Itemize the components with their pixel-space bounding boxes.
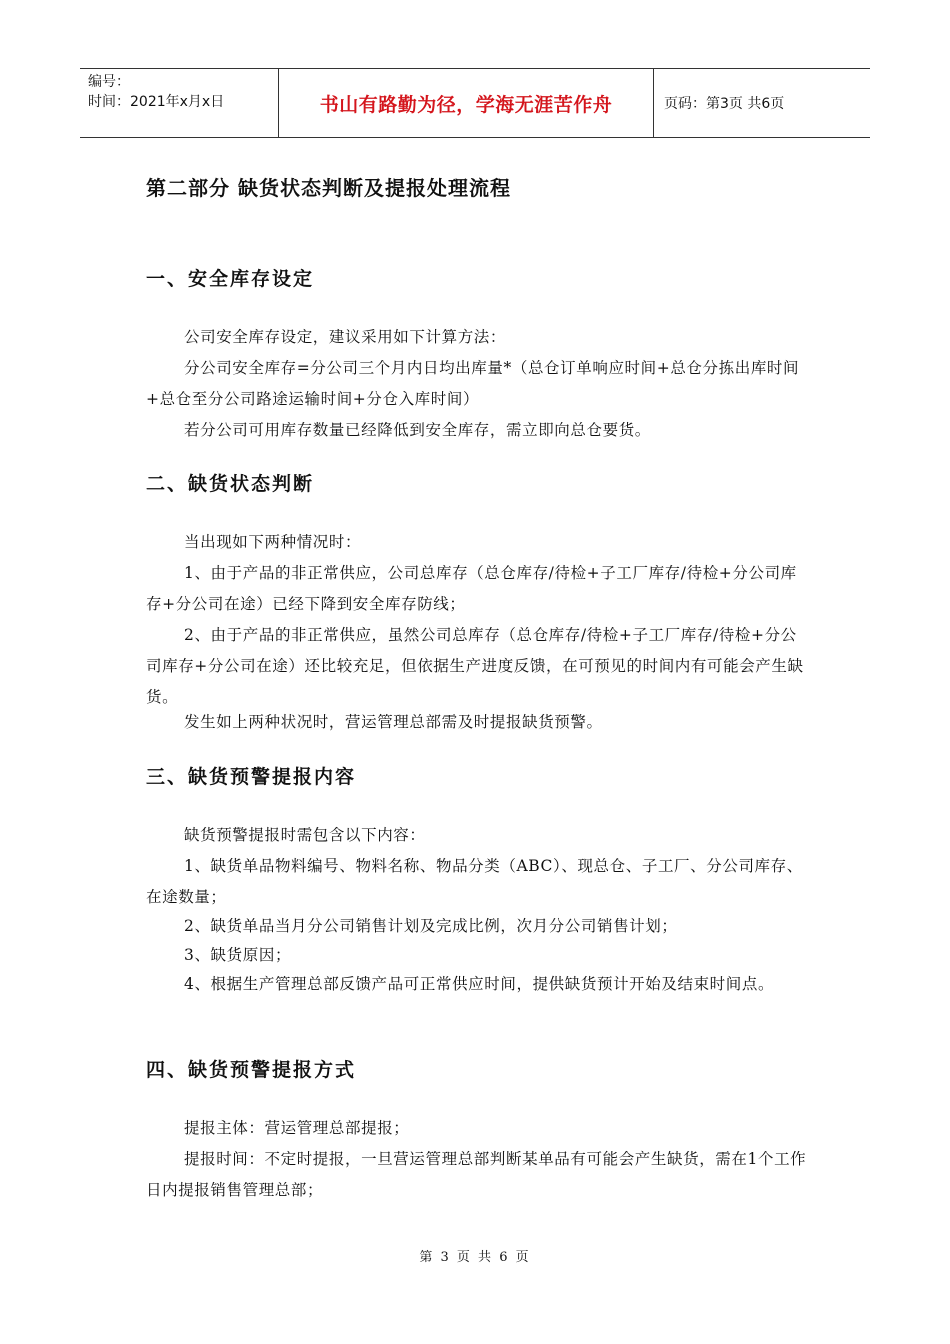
section-1-paragraph: 公司安全库存设定，建议采用如下计算方法： xyxy=(184,328,507,346)
section-1-paragraph: 若分公司可用库存数量已经降低到安全库存，需立即向总仓要货。 xyxy=(184,421,651,439)
header-time: 时间：2021年x月x日 xyxy=(88,94,225,110)
section-4-paragraph: 提报主体：营运管理总部提报； xyxy=(184,1119,410,1137)
section-title-1: 一、安全库存设定 xyxy=(146,268,315,290)
section-4-paragraph: 提报时间：不定时提报，一旦营运管理总部判断某单品有可能会产生缺货，需在1个工作日内提报销售管理总部； xyxy=(146,1150,807,1199)
header-slogan-cell xyxy=(278,69,654,137)
section-3-paragraph: 3、缺货原因； xyxy=(184,946,292,964)
page-footer: 第 3 页 共 6 页 xyxy=(419,1250,531,1265)
section-title-4: 四、缺货预警提报方式 xyxy=(146,1059,357,1081)
section-2-paragraph: 发生如上两种状况时，营运管理总部需及时提报缺货预警。 xyxy=(184,713,603,731)
header-page-info: 页码：第3页 共6页 xyxy=(664,96,785,112)
part-title: 第二部分 缺货状态判断及提报处理流程 xyxy=(146,176,511,200)
section-3-paragraph: 4、根据生产管理总部反馈产品可正常供应时间，提供缺货预计开始及结束时间点。 xyxy=(184,975,775,993)
section-2-paragraph: 1、由于产品的非正常供应，公司总库存（总仓库存/待检+子工厂库存/待检+分公司库存+分公司在途）已经下降到安全库存防线； xyxy=(146,564,797,613)
section-title-2: 二、缺货状态判断 xyxy=(146,473,315,495)
section-3-paragraph: 1、缺货单品物料编号、物料名称、物品分类（ABC）、现总仓、子工厂、分公司库存、在途数量； xyxy=(146,857,803,906)
section-3-paragraph: 2、缺货单品当月分公司销售计划及完成比例，次月分公司销售计划； xyxy=(184,917,678,935)
section-2-paragraph: 当出现如下两种情况时： xyxy=(184,533,362,551)
header-slogan: 书山有路勤为径，学海无涯苦作舟 xyxy=(319,93,613,116)
section-3-paragraph: 缺货预警提报时需包含以下内容： xyxy=(184,826,426,844)
section-title-3: 三、缺货预警提报内容 xyxy=(146,766,357,788)
page-header xyxy=(80,68,870,138)
header-page-info-cell xyxy=(654,69,870,137)
header-number: 编号： xyxy=(88,74,130,90)
section-1-paragraph: 分公司安全库存=分公司三个月内日均出库量*（总仓订单响应时间+总仓分拣出库时间+总仓至分公司路途运输时间+分仓入库时间） xyxy=(146,359,800,408)
header-meta xyxy=(80,69,278,137)
section-2-paragraph: 2、由于产品的非正常供应，虽然公司总库存（总仓库存/待检+子工厂库存/待检+分公司库存+分公司在途）还比较充足，但依据生产进度反馈，在可预见的时间内有可能会产生缺货。 xyxy=(146,626,804,706)
